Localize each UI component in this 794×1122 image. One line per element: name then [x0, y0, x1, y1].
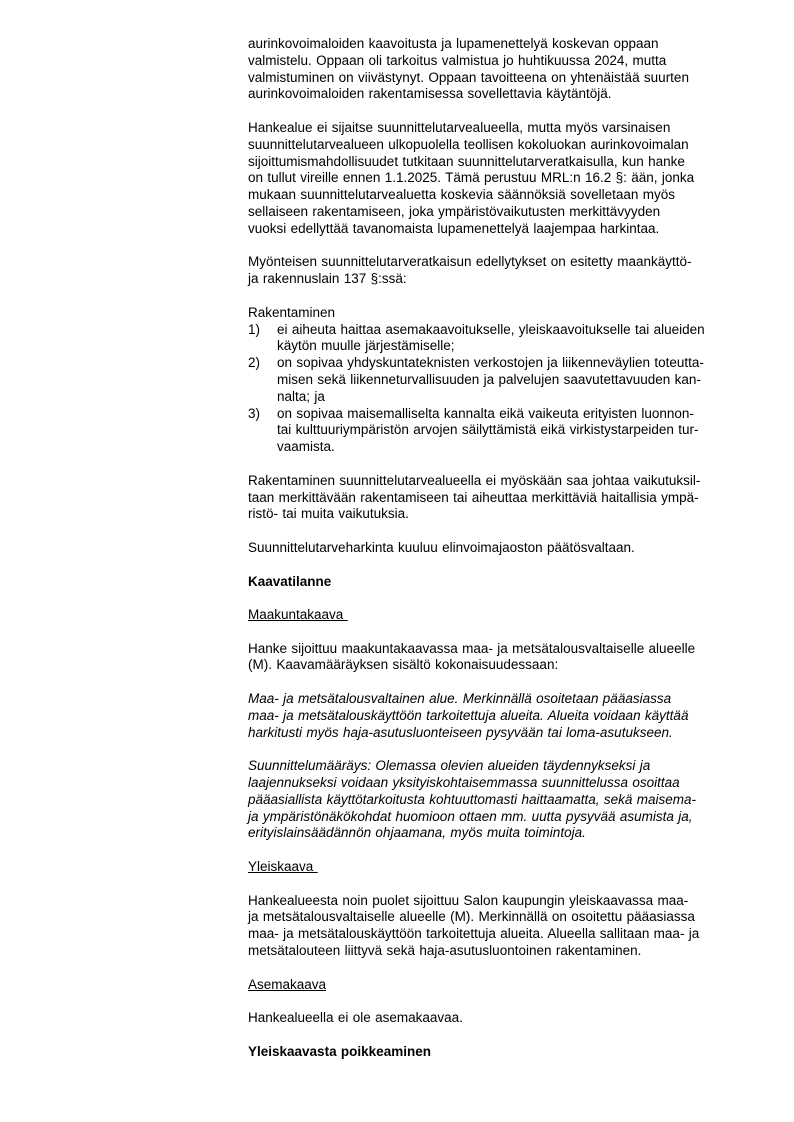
text-line: taan merkittävään rakentamiseen tai aiheuttaa merkittäviä haitallisia ympä-: [248, 489, 699, 505]
paragraph: [248, 473, 764, 523]
text-line: Hankealue ei sijaitse suunnittelutarvealueella, mutta myös varsinaisen: [248, 119, 671, 135]
text-line: vuoksi edellyttää tavanomaista lupamenettelyä laajempaa harkintaa.: [248, 220, 660, 236]
list-item-number: 3): [248, 405, 261, 421]
list-item-text: [277, 406, 764, 456]
text-line: sellaiseen rakentamiseen, joka ympäristövaikutusten merkittävyyden: [248, 203, 661, 219]
text-line: nalta; ja: [277, 388, 325, 404]
text-line: erityislainsäädännön ohjaamana, myös muita toimintoja.: [248, 825, 586, 841]
list-item-number: 1): [248, 321, 261, 337]
paragraph: [248, 641, 764, 675]
paragraph-italic: [248, 691, 764, 741]
text-line: Kaavatilanne: [248, 573, 332, 589]
text-line: Suunnittelumääräys: Olemassa olevien alueiden täydennykseksi ja: [248, 758, 651, 774]
text-line: harkitusti myös haja-asutusluonteiseen pysyvään tai loma-asutukseen.: [248, 724, 673, 740]
text-line: sijoittumismahdollisuudet tutkitaan suunnittelutarveratkaisulla, kun hanke: [248, 153, 685, 169]
text-line: Yleiskaavasta poikkeaminen: [248, 1043, 431, 1059]
list-intro-line: Rakentaminen: [248, 304, 336, 320]
text-line: Hankealueella ei ole asemakaavaa.: [248, 1010, 463, 1026]
text-line: maa- ja metsätalouskäyttöön tarkoitettuja alueita. Alueella sallitaan maa- ja: [248, 926, 700, 942]
text-line: on sopivaa yhdyskuntateknisten verkostojen ja liikenneväylien toteutta-: [277, 355, 704, 371]
text-line: on sopivaa maisemalliselta kannalta eikä vaikeuta erityisten luonnon-: [277, 405, 694, 421]
text-line: maa- ja metsätalouskäyttöön tarkoitettuja alueita. Alueita voidaan käyttää: [248, 707, 689, 723]
text-line: aurinkovoimaloiden rakentamisessa sovellettavia käytäntöjä.: [248, 86, 612, 102]
text-line: mukaan suunnittelutarvealuetta koskevia säännöksiä sovelletaan myös: [248, 187, 675, 203]
text-line: ja rakennuslain 137 §:ssä:: [248, 271, 407, 287]
list-item: [248, 322, 764, 356]
text-line: Maakuntakaava: [248, 607, 348, 623]
text-line: tai kulttuuriympäristön arvojen säilyttämistä eikä virkistystarpeiden tur-: [277, 422, 699, 438]
paragraph: [248, 1010, 764, 1027]
text-line: ei aiheuta haittaa asemakaavoitukselle, yleiskaavoitukselle tai alueiden: [277, 321, 705, 337]
text-line: (M). Kaavamääräyksen sisältö kokonaisuudessaan:: [248, 657, 559, 673]
subsection-heading: [248, 607, 764, 624]
text-line: Maa- ja metsätalousvaltainen alue. Merkinnällä osoitetaan pääasiassa: [248, 691, 672, 707]
text-line: ristö- tai muita vaikutuksia.: [248, 506, 409, 522]
text-line: aurinkovoimaloiden kaavoitusta ja lupamenettelyä koskevan oppaan: [248, 36, 659, 51]
list-item-number: 2): [248, 355, 261, 371]
section-heading: [248, 1044, 764, 1061]
text-line: laajennukseksi voidaan yksityiskohtaisemmassa suunnittelussa osoittaa: [248, 775, 680, 791]
text-line: valmistelu. Oppaan oli tarkoitus valmistua jo huhtikuussa 2024, mutta: [248, 52, 667, 68]
paragraph: [248, 540, 764, 557]
text-line: Hanke sijoittuu maakuntakaavassa maa- ja metsätalousvaltaiselle alueelle: [248, 640, 696, 656]
list-item: [248, 406, 764, 456]
text-line: vaamista.: [277, 439, 335, 455]
text-line: suunnittelutarvealueen ulkopuolella teollisen kokoluokan aurinkovoimalan: [248, 136, 689, 152]
list-item-text: [277, 355, 764, 405]
text-line: misen sekä liikenneturvallisuuden ja palvelujen saavutettavuuden kan-: [277, 371, 701, 387]
text-line: ja metsätalousvaltaiselle alueelle (M). Merkinnällä on osoitettu pääasiassa: [248, 909, 695, 925]
section-heading: [248, 574, 764, 591]
text-line: Yleiskaava: [248, 859, 318, 875]
text-line: metsätalouteen liittyvä sekä haja-asutusluontoinen rakentaminen.: [248, 943, 642, 959]
document-content: [248, 36, 764, 1077]
text-line: pääasiallista käyttötarkoitusta kohtuuttomasti haittaamatta, sekä maisema-: [248, 791, 696, 807]
paragraph: [248, 120, 764, 238]
paragraph: [248, 36, 764, 103]
subsection-heading: [248, 977, 764, 994]
text-line: Suunnittelutarveharkinta kuuluu elinvoimajaoston päätösvaltaan.: [248, 539, 635, 555]
text-line: valmistuminen on viivästynyt. Oppaan tavoitteena on yhtenäistää suurten: [248, 69, 689, 85]
numbered-list: [248, 305, 764, 456]
paragraph: [248, 254, 764, 288]
paragraph: [248, 893, 764, 960]
list-item-text: [277, 322, 764, 356]
paragraph-italic: [248, 758, 764, 842]
text-line: Rakentaminen suunnittelutarvealueella ei myöskään saa johtaa vaikutuksil-: [248, 472, 701, 488]
text-line: Asemakaava: [248, 976, 327, 992]
text-line: on tullut vireille ennen 1.1.2025. Tämä perustuu MRL:n 16.2 §: ään, jonka: [248, 170, 695, 186]
list-item: [248, 355, 764, 405]
text-line: käytön muulle järjestämiselle;: [277, 338, 455, 354]
text-line: Hankealueesta noin puolet sijoittuu Salon kaupungin yleiskaavassa maa-: [248, 892, 689, 908]
text-line: ja ympäristönäkökohdat huomioon ottaen mm. uutta pysyvää asumista ja,: [248, 808, 693, 824]
subsection-heading: [248, 859, 764, 876]
text-line: Myönteisen suunnittelutarveratkaisun edellytykset on esitetty maankäyttö-: [248, 254, 692, 270]
